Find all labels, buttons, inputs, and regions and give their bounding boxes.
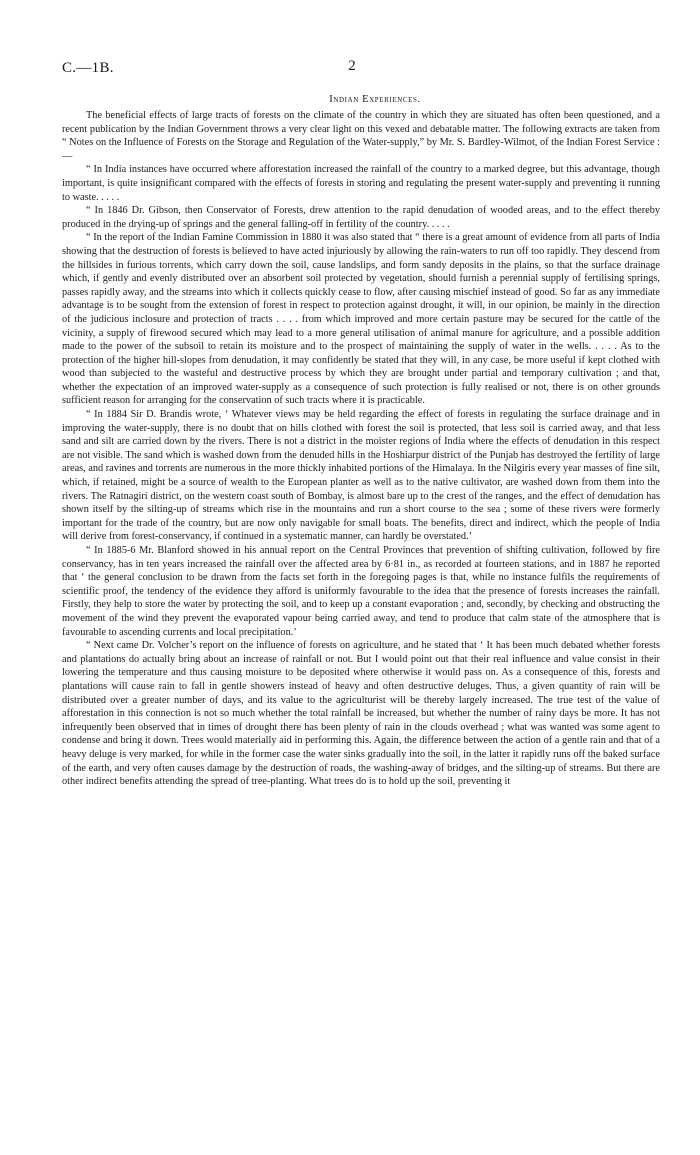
paragraph-famine-commission: “ In the report of the Indian Famine Commission in 1880 it was also stated that “ there is a great amount of evidence from all parts of India showing that the destruction of forests is believed to have acted injuriously by allowing the rain-waters to run off too rapidly. They descend from the hillsides in furious torrents, which carry down the soil, cause landslips, and form sandy deposits in the plains, so that the surface drainage which, if gently and evenly distributed over an absorbent soil protected by vegetation, should furnish a perennial supply of fertilising springs, passes rapidly away, and the streams into which it collects quickly cease to flow, after causing mischief instead of good. So far as any immediate advantage is to be sought from the extension of forest in respect to protection against drought, it will, in our opinion, be mainly in the direction of the judicious inclosure and protection of tracts . . . . from which improved and more certain pasture may be secured for the cattle of the vicinity, a supply of firewood secured which may lead to a more general utilisation of animal manure for agriculture, and a possible addition made to the power of the subsoil to retain its moisture and to the prospect of maintaining the supply of water in the wells. . . . . As to the protection of the higher hill-slopes from denudation, it may confidently be stated that they will, in any case, be more useful if kept clothed with wood than subjected to the wasteful and destructive process by which they are brought under partial and temporary cultivation ; and that, whether the expectation of an improved water-supply as a consequence of such protection is fully realised or not, there is on other grounds sufficient reason for arranging for the conservation of such tracts where it is practicable. xyxy=(62,232,660,407)
paragraph-brandis: “ In 1884 Sir D. Brandis wrote, ‘ Whatever views may be held regarding the effect of forests in regulating the surface drainage and in improving the water-supply, there is no doubt that on hills clothed with forest the soil is protected, that less soil is carried away, and that less sand and silt are carried down by the rivers. There is not a district in the moister regions of India where the effects of denudation in this respect are not visible. The sand which is washed down from the denuded hills in the Hoshiarpur district of the Punjab has destroyed the fertility of large areas, and ravines and torrents are numerous in the more thickly inhabited portions of the Himalaya. In the Nilgiris every year masses of fine silt, which, if retained, might be a source of wealth to the European planter as well as to the native cultivator, are washed down from them into the rivers. The Ratnagiri district, on the western coast south of Bombay, is almost bare up to the crest of the ranges, and the effect of denudation has shown itself by the silting-up of streams which rise in the mountains and run a short course to the sea ; some of these rivers were formerly important for the trade of the country, but are now only navigable for small boats. The benefits, direct and indirect, which the people of India will derive from forest-conservancy, if continued in a systematic manner, can hardly be overstated.’ xyxy=(62,409,660,543)
paragraph-afforestation: “ In India instances have occurred where afforestation increased the rainfall of the country to a marked degree, but this advantage, though important, is quite insignificant compared with the effects of forests in storing and regulating the present water-supply and preventing it running to waste. . . . . xyxy=(62,164,660,203)
section-title: Indian Experiences. xyxy=(329,94,421,105)
paragraph-blanford: “ In 1885-6 Mr. Blanford showed in his annual report on the Central Provinces that prevention of shifting cultivation, followed by fire conservancy, has in ten years increased the rainfall over the affected area by 6·81 in., as recorded at fourteen stations, and in 1887 he reported that ‘ the general conclusion to be drawn from the facts set forth in the foregoing pages is that, while no instance fulfils the requirements of scientific proof, the tendency of the evidence they afford is uniformly favourable to the idea that the presence of forests increases the rainfall. Firstly, they help to store the water by protecting the soil, and to keep up a constant evaporation ; and, secondly, by checking and obstructing the movement of the wind they prevent the evaporated vapour being carried away, and tend to produce that calm state of the atmosphere that is favourable to ascending currents and local precipitation.’ xyxy=(62,545,660,638)
paragraph-intro: The beneficial effects of large tracts of forests on the climate of the country in which they are situated has often been questioned, and a recent publication by the Indian Government throws a very clear light on this vexed and debatable matter. The following extracts are taken from “ Notes on the Influence of Forests on the Storage and Regulation of the Water-supply,” by Mr. S. Bardley-Wilmot, of the Indian Forest Service :— xyxy=(62,110,660,162)
body-text xyxy=(62,109,660,789)
document-page xyxy=(62,58,660,789)
paragraph-volcher: “ Next came Dr. Volcher’s report on the influence of forests on agriculture, and he stated that ‘ It has been much debated whether forests and plantations do actually bring about an increase of rainfall or not. But I would point out that their real influence and value consist in their lowering the temperature and thus causing moisture to be deposited where otherwise it would pass on. As a consequence of this, forests and plantations will cause rain to fall in gentle showers instead of heavy and often destructive deluges. Thus, a given quantity of rain will be distributed over a greater number of days, and its value to the agriculturist will be thereby largely increased. The true test of the value of afforestation in this connection is not so much whether the total rainfall be increased, but whether the number of rainy days be more. It has not infrequently been observed that in times of drought there has been plenty of rain in the clouds overhead ; what was wanted was some agent to condense and bring it down. Trees would materially aid in performing this. Again, the difference between the action of a gentle rain and that of a heavy deluge is very marked, for while in the former case the water sinks gradually into the soil, in the latter it rapidly runs off the baked surface of the earth, and very often causes damage by the destruction of roads, the washing-away of bridges, and the silting-up of streams. But there are other indirect benefits attending the spread of tree-planting. What trees do is to hold up the soil, preventing it xyxy=(62,640,660,788)
page-number: 2 xyxy=(348,58,356,74)
document-reference: C.—1B. xyxy=(62,60,114,76)
page-header xyxy=(62,58,660,82)
paragraph-gibson: “ In 1846 Dr. Gibson, then Conservator of Forests, drew attention to the rapid denudation of wooded areas, and to the effect thereby produced in the drying-up of springs and the general falling-off in fertility of the country. . . . . xyxy=(62,205,660,230)
